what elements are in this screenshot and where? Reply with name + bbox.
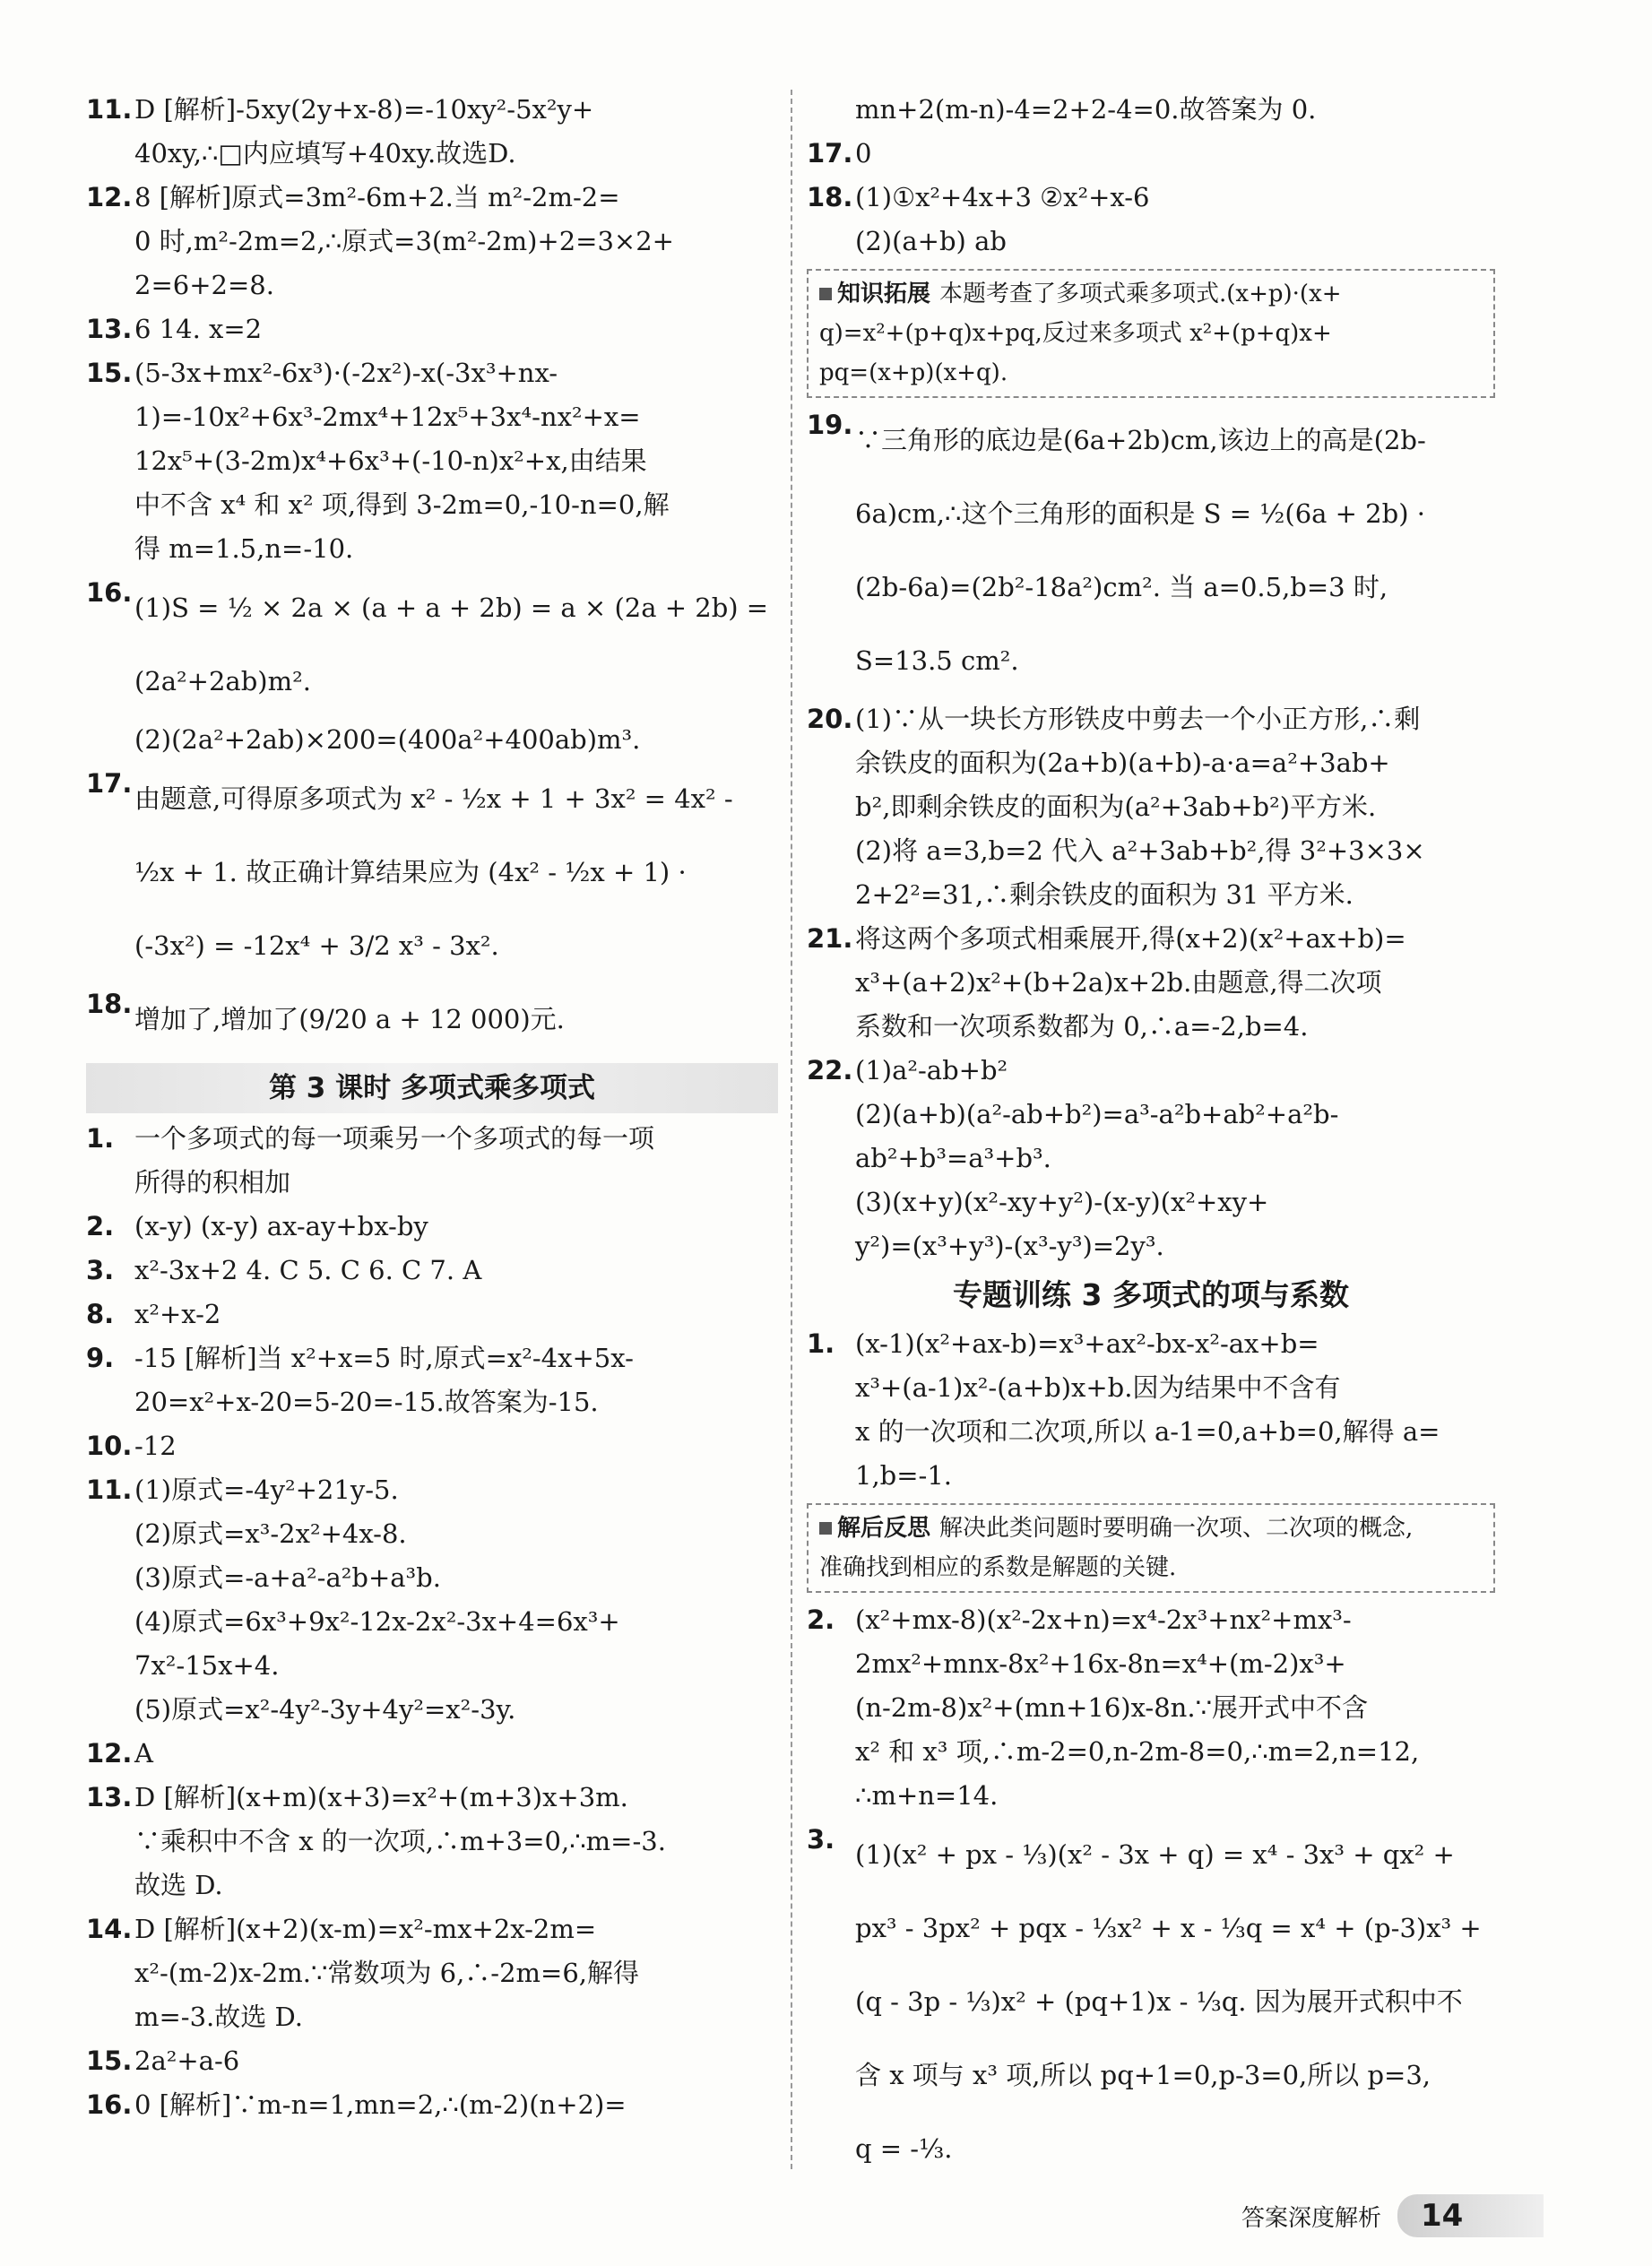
box-line: pq=(x+p)(x+q). <box>819 359 1008 386</box>
text-line: (1)(x² + px - ⅓)(x² - 3x + q) = x⁴ - 3x³ + qx² + <box>855 1839 1455 1870</box>
item-number: 3. <box>86 1255 115 1285</box>
answer-item <box>86 1732 778 1776</box>
item-body <box>134 2039 778 2083</box>
item-number: 1. <box>807 1328 835 1359</box>
answer-item <box>807 88 1495 132</box>
text-line: px³ - 3px² + pqx - ⅓x² + x - ⅓q = x⁴ + (p-3)x³ + <box>855 1913 1482 1943</box>
item-number: 12. <box>86 1738 133 1769</box>
left-items-1 <box>86 88 778 1056</box>
text-line: (4)原式=6x³+9x²-12x-2x²-3x+4=6x³+ <box>134 1606 620 1637</box>
item-number: 11. <box>86 1475 133 1505</box>
text-line: y²)=(x³+y³)-(x³-y³)=2y³. <box>855 1231 1164 1261</box>
item-number: 18. <box>86 989 133 1019</box>
text-line: 0 时,m²-2m=2,∴原式=3(m²-2m)+2=3×2+ <box>134 226 674 256</box>
item-number: 17. <box>807 138 853 169</box>
text-line: (1)①x²+4x+3 ②x²+x-6 <box>855 182 1150 212</box>
item-body <box>134 1117 778 1205</box>
item-number: 1. <box>86 1123 115 1154</box>
item-number: 8. <box>86 1299 115 1329</box>
text-line: (x-y) (x-y) ax-ay+bx-by <box>134 1211 428 1241</box>
text-line: 由题意,可得原多项式为 x² - ½x + 1 + 3x² = 4x² - <box>134 783 733 814</box>
answer-item <box>86 1424 778 1468</box>
reflection-box <box>807 1503 1495 1593</box>
footer-text: 答案深度解析 <box>1241 2204 1382 2232</box>
item-number: 14. <box>86 1914 133 1944</box>
item-body <box>855 176 1495 264</box>
item-number: 10. <box>86 1431 133 1461</box>
item-body <box>855 697 1495 917</box>
item-number <box>86 718 134 762</box>
text-line: (2)(2a²+2ab)×200=(400a²+400ab)m³. <box>134 724 641 755</box>
text-line: (5)原式=x²-4y²-3y+4y²=x²-3y. <box>134 1694 516 1725</box>
item-number: 18. <box>807 182 853 212</box>
answer-item <box>807 697 1495 917</box>
item-body <box>134 571 778 718</box>
text-line: 将这两个多项式相乘展开,得(x+2)(x²+ax+b)= <box>855 923 1406 954</box>
answer-item <box>86 762 778 982</box>
text-line: (2)原式=x³-2x²+4x-8. <box>134 1518 407 1549</box>
item-body <box>855 88 1495 132</box>
item-body <box>134 1336 778 1424</box>
right-items-2 <box>807 403 1495 1268</box>
text-line: b²,即剩余铁皮的面积为(a²+3ab+b²)平方米. <box>855 791 1377 822</box>
text-line: 6a)cm,∴这个三角形的面积是 S = ½(6a + 2b) · <box>855 498 1425 529</box>
item-number: 22. <box>807 1055 853 1085</box>
text-line: x² 和 x³ 项,∴m-2=0,n-2m-8=0,∴m=2,n=12, <box>855 1736 1420 1767</box>
answer-item <box>86 718 778 762</box>
text-line: 0 <box>855 138 872 169</box>
item-number: 2. <box>807 1604 835 1635</box>
item-body <box>134 1732 778 1776</box>
answer-item <box>86 1336 778 1424</box>
text-line: 中不含 x⁴ 和 x² 项,得到 3-2m=0,-10-n=0,解 <box>134 489 670 520</box>
right-items-1 <box>807 88 1495 264</box>
text-line: -15 [解析]当 x²+x=5 时,原式=x²-4x+5x- <box>134 1343 634 1373</box>
text-line: x²-3x+2 4. C 5. C 6. C 7. A <box>134 1255 482 1285</box>
item-number: 16. <box>86 577 133 608</box>
item-number: 16. <box>86 2089 133 2120</box>
text-line: 8 [解析]原式=3m²-6m+2.当 m²-2m-2= <box>134 182 620 212</box>
text-line: 一个多项式的每一项乘另一个多项式的每一项 <box>134 1123 655 1154</box>
right-items-4 <box>807 1598 1495 2185</box>
item-body <box>855 1049 1495 1268</box>
answer-item <box>86 2039 778 2083</box>
item-body <box>855 917 1495 1049</box>
box-tag: 知识拓展 <box>819 281 930 307</box>
text-line: ½x + 1. 故正确计算结果应为 (4x² - ½x + 1) · <box>134 857 687 887</box>
answer-item <box>807 403 1495 697</box>
right-column <box>807 88 1495 2185</box>
item-number: 13. <box>86 314 133 344</box>
answer-item <box>807 1598 1495 1818</box>
item-body <box>134 1468 778 1732</box>
answer-item <box>86 1249 778 1293</box>
item-number: 15. <box>86 2045 133 2076</box>
text-line: (2a²+2ab)m². <box>134 666 311 696</box>
text-line: (3)原式=-a+a²-a²b+a³b. <box>134 1562 441 1593</box>
text-line: 40xy,∴□内应填写+40xy.故选D. <box>134 138 516 169</box>
text-line: (1)原式=-4y²+21y-5. <box>134 1475 399 1505</box>
page-number: 14 <box>1397 2194 1544 2237</box>
text-line: 增加了,增加了(9/20 a + 12 000)元. <box>134 1004 565 1034</box>
text-line: 得 m=1.5,n=-10. <box>134 533 354 564</box>
text-line: x³+(a+2)x²+(b+2a)x+2b.由题意,得二次项 <box>855 967 1382 998</box>
item-body <box>134 176 778 307</box>
answer-item <box>86 88 778 176</box>
left-items-2 <box>86 1117 778 2127</box>
item-body <box>134 1776 778 1907</box>
item-body <box>134 1293 778 1336</box>
text-line: 1,b=-1. <box>855 1460 952 1491</box>
text-line: (1)∵从一块长方形铁皮中剪去一个小正方形,∴剩 <box>855 704 1421 734</box>
item-body <box>855 1818 1495 2185</box>
answer-item <box>807 1322 1495 1498</box>
item-number: 20. <box>807 704 853 734</box>
item-body <box>134 718 778 762</box>
answer-item <box>807 176 1495 264</box>
text-line: 7x²-15x+4. <box>134 1650 280 1681</box>
text-line: (1)S = ½ × 2a × (a + a + 2b) = a × (2a + 2b) = <box>134 592 769 623</box>
item-body <box>855 1598 1495 1818</box>
text-line: 故选 D. <box>134 1870 223 1900</box>
item-body <box>134 88 778 176</box>
item-number: 11. <box>86 94 133 125</box>
text-line: (-3x²) = -12x⁴ + 3/2 x³ - 3x². <box>134 930 499 961</box>
text-line: 所得的积相加 <box>134 1167 291 1198</box>
item-number: 2. <box>86 1211 115 1241</box>
item-number: 12. <box>86 182 133 212</box>
text-line: -12 <box>134 1431 177 1461</box>
item-body <box>855 132 1495 176</box>
answer-item <box>86 1907 778 2039</box>
text-line: mn+2(m-n)-4=2+2-4=0.故答案为 0. <box>855 94 1317 125</box>
text-line: 2=6+2=8. <box>134 270 274 300</box>
item-number: 13. <box>86 1782 133 1812</box>
text-line: 2mx²+mnx-8x²+16x-8n=x⁴+(m-2)x³+ <box>855 1648 1346 1679</box>
answer-item <box>86 1205 778 1249</box>
box-line <box>819 274 1483 314</box>
text-line: 12x⁵+(3-2m)x⁴+6x³+(-10-n)x²+x,由结果 <box>134 445 647 476</box>
answer-item <box>86 176 778 307</box>
text-line: 系数和一次项系数都为 0,∴a=-2,b=4. <box>855 1011 1309 1042</box>
text-line: 含 x 项与 x³ 项,所以 pq+1=0,p-3=0,所以 p=3, <box>855 2060 1431 2090</box>
footer <box>1241 2194 1544 2237</box>
right-items-3 <box>807 1322 1495 1498</box>
answer-item <box>807 917 1495 1049</box>
box-line: q)=x²+(p+q)x+pq,反过来多项式 x²+(p+q)x+ <box>819 320 1332 347</box>
item-body <box>134 2083 778 2127</box>
answer-item <box>86 982 778 1056</box>
answer-item <box>86 571 778 718</box>
item-body <box>134 982 778 1056</box>
answer-item <box>86 1776 778 1907</box>
text-line: 20=x²+x-20=5-20=-15.故答案为-15. <box>134 1387 599 1417</box>
text-line: D [解析](x+2)(x-m)=x²-mx+2x-2m= <box>134 1914 597 1944</box>
item-body <box>134 1424 778 1468</box>
text-line: (2)将 a=3,b=2 代入 a²+3ab+b²,得 3²+3×3× <box>855 835 1425 866</box>
text-line: (x-1)(x²+ax-b)=x³+ax²-bx-x²-ax+b= <box>855 1328 1319 1359</box>
text-line: x 的一次项和二次项,所以 a-1=0,a+b=0,解得 a= <box>855 1416 1440 1447</box>
text-line: m=-3.故选 D. <box>134 2002 303 2032</box>
text-line: x²+x-2 <box>134 1299 221 1329</box>
text-line: 1)=-10x²+6x³-2mx⁴+12x⁵+3x⁴-nx²+x= <box>134 402 641 432</box>
answer-item <box>86 2083 778 2127</box>
text-line: (2b-6a)=(2b²-18a²)cm². 当 a=0.5,b=3 时, <box>855 572 1388 602</box>
box-line <box>819 1509 1483 1548</box>
text-line: A <box>134 1738 153 1769</box>
item-number: 21. <box>807 923 853 954</box>
text-line: (x²+mx-8)(x²-2x+n)=x⁴-2x³+nx²+mx³- <box>855 1604 1352 1635</box>
knowledge-box <box>807 269 1495 398</box>
text-line: ab²+b³=a³+b³. <box>855 1143 1051 1173</box>
text-line: 6 14. x=2 <box>134 314 263 344</box>
item-number: 3. <box>807 1824 835 1855</box>
answer-item <box>86 351 778 571</box>
item-number: 9. <box>86 1343 115 1373</box>
answer-item <box>86 1293 778 1336</box>
text-line: (2)(a+b)(a²-ab+b²)=a³-a²b+ab²+a²b- <box>855 1099 1339 1129</box>
text-line: q = -⅓. <box>855 2133 953 2164</box>
text-line: (3)(x+y)(x²-xy+y²)-(x-y)(x²+xy+ <box>855 1187 1269 1217</box>
answer-item <box>86 1468 778 1732</box>
text-line: x²-(m-2)x-2m.∵常数项为 6,∴-2m=6,解得 <box>134 1958 640 1988</box>
text-line: 2a²+a-6 <box>134 2045 240 2076</box>
text-line: D [解析](x+m)(x+3)=x²+(m+3)x+3m. <box>134 1782 628 1812</box>
item-body <box>134 762 778 982</box>
text-line: ∵乘积中不含 x 的一次项,∴m+3=0,∴m=-3. <box>134 1826 666 1856</box>
item-body <box>134 1205 778 1249</box>
item-body <box>855 403 1495 697</box>
answer-item <box>86 307 778 351</box>
item-body <box>134 351 778 571</box>
item-number: 17. <box>86 768 133 799</box>
box-text: 解决此类问题时要明确一次项、二次项的概念, <box>939 1515 1414 1542</box>
text-line: 余铁皮的面积为(2a+b)(a+b)-a·a=a²+3ab+ <box>855 748 1390 778</box>
text-line: D [解析]-5xy(2y+x-8)=-10xy²-5x²y+ <box>134 94 594 125</box>
item-body <box>134 1907 778 2039</box>
text-line: (n-2m-8)x²+(mn+16)x-8n.∵展开式中不含 <box>855 1692 1369 1723</box>
item-body <box>855 1322 1495 1498</box>
text-line: x³+(a-1)x²-(a+b)x+b.因为结果中不含有 <box>855 1372 1341 1403</box>
box-tag: 解后反思 <box>819 1515 930 1542</box>
box-text: 本题考查了多项式乘多项式.(x+p)·(x+ <box>939 281 1342 307</box>
text-line: (1)a²-ab+b² <box>855 1055 1008 1085</box>
answer-item <box>807 1818 1495 2185</box>
left-column <box>86 88 778 2127</box>
item-number: 15. <box>86 358 133 388</box>
item-number: 19. <box>807 410 853 440</box>
text-line: (5-3x+mx²-6x³)·(-2x²)-x(-3x³+nx- <box>134 358 558 388</box>
text-line: 2+2²=31,∴剩余铁皮的面积为 31 平方米. <box>855 879 1354 910</box>
answer-item <box>807 132 1495 176</box>
text-line: S=13.5 cm². <box>855 645 1019 676</box>
answer-item <box>86 1117 778 1205</box>
item-body <box>134 1249 778 1293</box>
item-number <box>807 88 855 132</box>
box-line: 准确找到相应的系数是解题的关键. <box>819 1554 1177 1581</box>
answer-item <box>807 1049 1495 1268</box>
item-body <box>134 307 778 351</box>
text-line: ∵三角形的底边是(6a+2b)cm,该边上的高是(2b- <box>855 425 1426 455</box>
text-line: (2)(a+b) ab <box>855 226 1007 256</box>
text-line: (q - 3p - ⅓)x² + (pq+1)x - ⅓q. 因为展开式积中不 <box>855 1986 1463 2017</box>
text-line: ∴m+n=14. <box>855 1780 999 1811</box>
column-divider <box>791 90 792 2169</box>
section-title: 第 3 课时 多项式乘多项式 <box>86 1063 778 1113</box>
section2-title: 专题训练 3 多项式的项与系数 <box>953 1277 1349 1312</box>
text-line: 0 [解析]∵m-n=1,mn=2,∴(m-2)(n+2)= <box>134 2089 627 2120</box>
